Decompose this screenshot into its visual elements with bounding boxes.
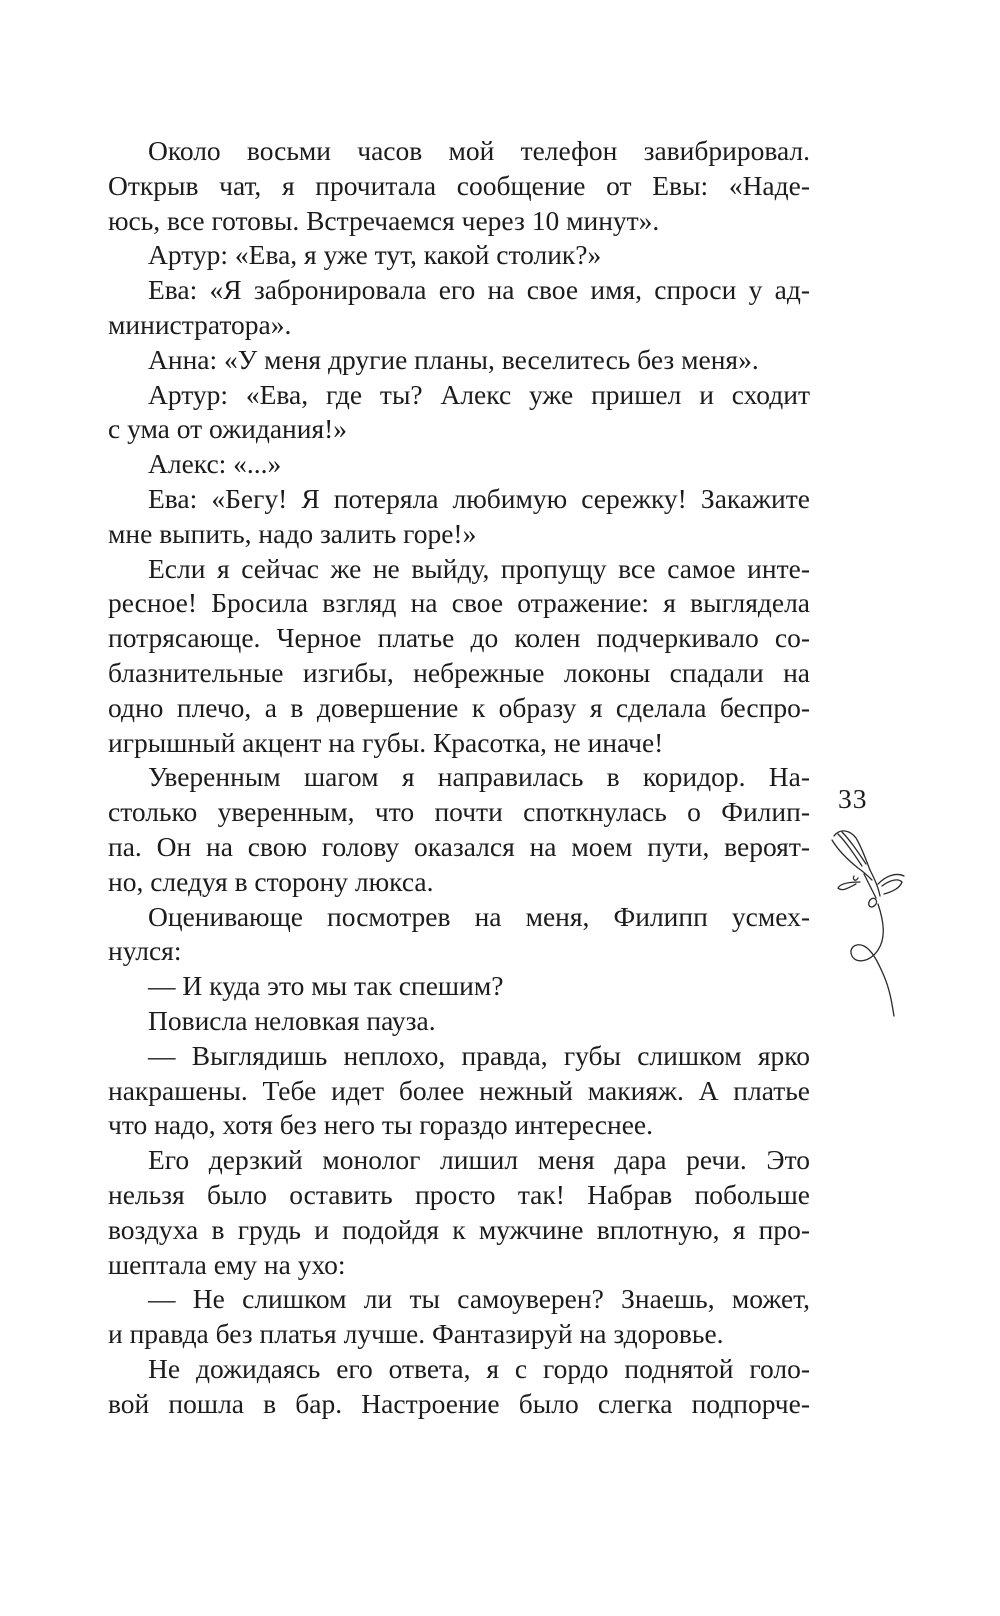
body-text bbox=[108, 134, 810, 1421]
text-line: министратора». bbox=[108, 308, 292, 340]
page-number: 33 bbox=[838, 783, 868, 814]
text-line: вой пошла в бар. Настроение было слегка подпорче- bbox=[108, 1387, 810, 1419]
text-line: Оценивающе посмотрев на меня, Филипп усмех- bbox=[148, 900, 810, 932]
text-line: Не дожидаясь его ответа, я с гордо поднятой голо- bbox=[148, 1352, 810, 1384]
text-line: что надо, хотя без него ты гораздо интереснее. bbox=[108, 1109, 654, 1141]
text-line: Артур: «Ева, где ты? Алекс уже пришел и сходит bbox=[148, 378, 810, 410]
text-line: одно плечо, а в довершение к образу я сделала беспро- bbox=[108, 691, 810, 723]
text-line: блазнительные изгибы, небрежные локоны спадали на bbox=[108, 656, 810, 688]
text-line: но, следуя в сторону люкса. bbox=[108, 865, 434, 897]
text-line: Алекс: «...» bbox=[148, 448, 282, 480]
text-line: — Выглядишь неплохо, правда, губы слишком ярко bbox=[148, 1039, 810, 1071]
text-line: юсь, все готовы. Встречаемся через 10 минут». bbox=[108, 204, 660, 236]
text-line: ресное! Бросила взгляд на свое отражение: я выглядела bbox=[108, 587, 810, 619]
text-line: нельзя было оставить просто так! Набрав побольше bbox=[108, 1178, 810, 1210]
text-line: Анна: «У меня другие планы, веселитесь без меня». bbox=[148, 343, 759, 375]
text-line: игрышный акцент на губы. Красотка, не иначе! bbox=[108, 726, 664, 758]
dragonfly-ornament-icon bbox=[826, 826, 916, 1022]
text-line: Уверенным шагом я направилась в коридор. На- bbox=[148, 761, 810, 793]
text-line: накрашены. Тебе идет более нежный макияж. А платье bbox=[108, 1074, 810, 1106]
text-line: Повисла неловкая пауза. bbox=[148, 1004, 436, 1036]
text-line: Его дерзкий монолог лишил меня дара речи. Это bbox=[148, 1144, 810, 1176]
text-line: Около восьми часов мой телефон завибрировал. bbox=[148, 135, 810, 166]
text-line: нулся: bbox=[108, 935, 182, 967]
text-line: мне выпить, надо залить горе!» bbox=[108, 517, 477, 549]
text-line: столько уверенным, что почти споткнулась о Филип- bbox=[108, 796, 810, 828]
text-line: — И куда это мы так спешим? bbox=[148, 970, 504, 1002]
text-line: Открыв чат, я прочитала сообщение от Евы: «Наде- bbox=[108, 169, 810, 201]
text-line: с ума от ожидания!» bbox=[108, 413, 348, 445]
text-line: и правда без платья лучше. Фантазируй на здоровье. bbox=[108, 1318, 724, 1350]
text-line: шептала ему на ухо: bbox=[108, 1248, 346, 1280]
text-line: Ева: «Я забронировала его на свое имя, спроси у ад- bbox=[148, 274, 810, 306]
text-line: Ева: «Бегу! Я потеряла любимую сережку! Закажите bbox=[148, 482, 810, 514]
text-line: потрясающе. Черное платье до колен подчеркивало со- bbox=[108, 622, 810, 654]
text-line: Если я сейчас же не выйду, пропущу все самое инте- bbox=[148, 552, 810, 584]
text-line: воздуха в грудь и подойдя к мужчине вплотную, я про- bbox=[108, 1213, 810, 1245]
text-line: — Не слишком ли ты самоуверен? Знаешь, может, bbox=[148, 1283, 810, 1315]
text-line: Артур: «Ева, я уже тут, какой столик?» bbox=[148, 239, 602, 271]
text-line: па. Он на свою голову оказался на моем пути, вероят- bbox=[108, 830, 810, 862]
